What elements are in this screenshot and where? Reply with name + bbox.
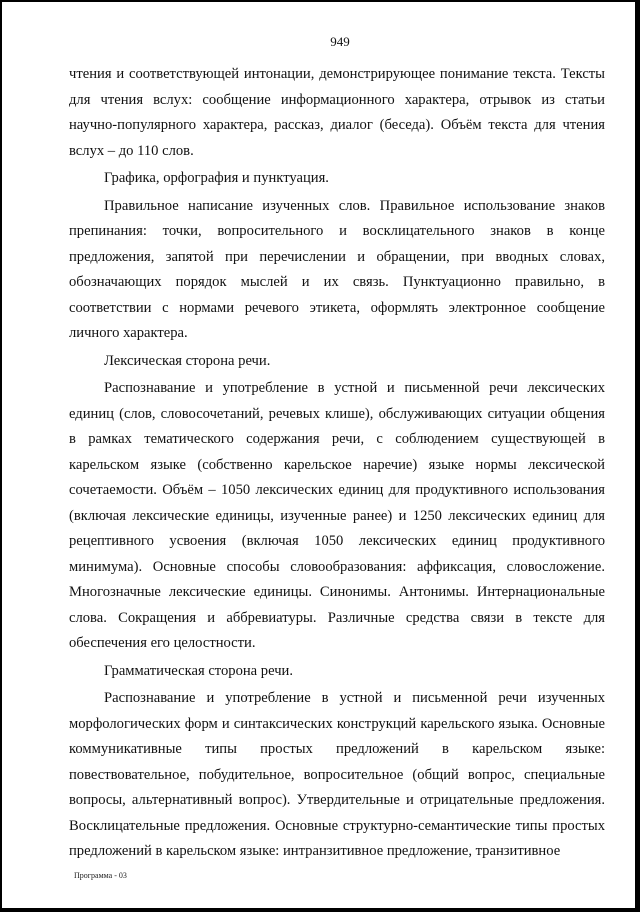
page-border-bottom xyxy=(0,908,640,912)
paragraph-grammar: Распознавание и употребление в устной и письменной речи изученных морфологических форм и синтаксических конструкций карельского языка. Основные коммуникативные типы простых предложений в карельском языке: повествовательное, побудительное, вопросительное (общий вопрос, специальные вопросы, альтернативный вопрос). Утвердительные и отрицательные предложения. Восклицательные предложения. Основные структурно-семантические типы простых предложений в карельском языке: интранзитивное предложение, транзитивное xyxy=(69,690,605,859)
paragraph-graphics: Правильное написание изученных слов. Правильное использование знаков препинания: точки, вопросительного и восклицательного знаков в конце предложения, запятой при перечислении и обращении, при вводных словах, обозначающих порядок мыслей и их связь. Пунктуационно правильно, в соответствии с нормами речевого этикета, оформлять электронное сообщение личного характера. xyxy=(69,197,605,341)
page-border-left xyxy=(0,0,2,912)
page-number: 949 xyxy=(330,34,350,49)
page-footer: Программа - 03 xyxy=(74,871,127,880)
paragraph-lexical: Распознавание и употребление в устной и письменной речи лексических единиц (слов, словосочетаний, речевых клише), обслуживающих ситуации общения в рамках тематического содержания речи, с соблюдением существующей в карельском языке (собственно карельское наречие) языке нормы лексической сочетаемости. Объём – 1050 лексических единиц для продуктивного использования (включая лексические единицы, изученные ранее) и 1250 лексических единиц для рецептивного усвоения (включая 1050 лексических единиц продуктивного минимума). Основные способы словообразования: аффиксация, словосложение. Многозначные лексические единицы. Синонимы. Антонимы. Интернациональные слова. Сокращения и аббревиатуры. Различные средства связи в тексте для обеспечения его целостности. xyxy=(69,380,605,651)
page-border-top xyxy=(0,0,640,2)
paragraph-continuation: чтения и соответствующей интонации, демонстрирующее понимание текста. Тексты для чтения вслух: сообщение информационного характера, отрывок из статьи научно-популярного характера, рассказ, диалог (беседа). Объём текста для чтения вслух – до 110 слов. xyxy=(69,66,605,159)
document-body xyxy=(69,62,605,865)
section-heading-lexical: Лексическая сторона речи. xyxy=(104,352,271,369)
section-heading-grammar: Грамматическая сторона речи. xyxy=(104,662,294,679)
section-heading-graphics: Графика, орфография и пунктуация. xyxy=(104,170,329,186)
page-border-right xyxy=(635,0,640,912)
